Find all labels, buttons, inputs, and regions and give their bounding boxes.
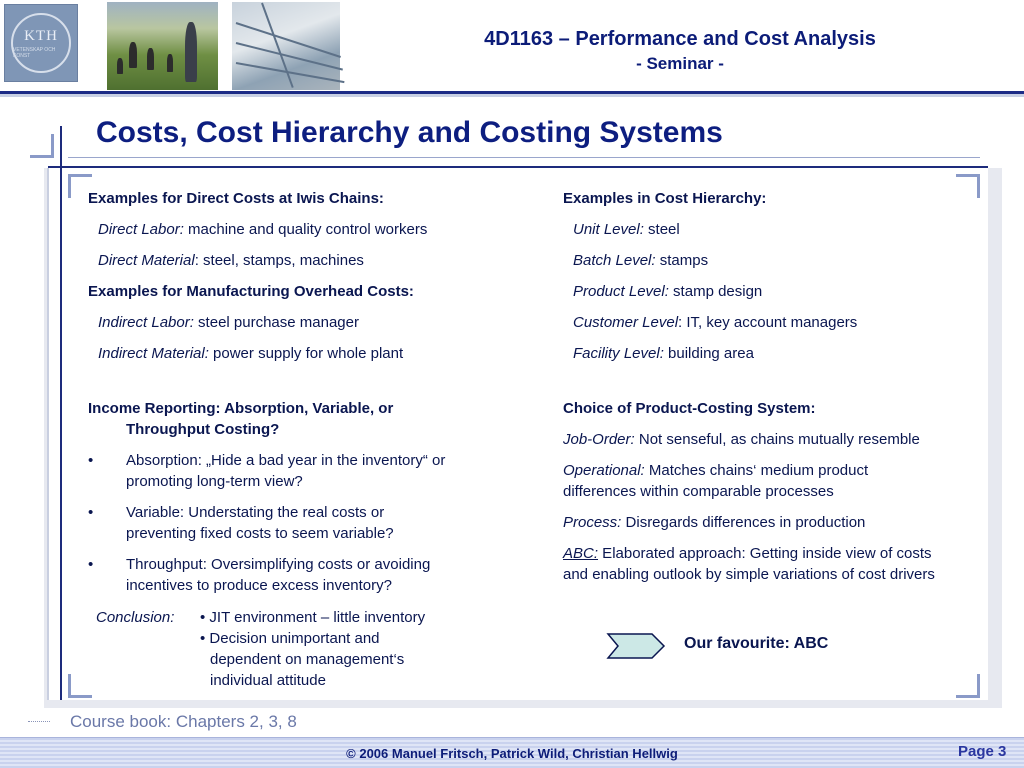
bullet-absorption [88, 450, 518, 492]
corner-mark-bottom-left [68, 674, 92, 698]
bullet-variable-line2: preventing fixed costs to seem variable? [126, 525, 394, 542]
indirect-labor-text: steel purchase manager [193, 314, 359, 331]
conclusion-item: • Decision unimportant and dependent on management‘s individual attitude [200, 630, 405, 689]
process-item [563, 512, 953, 533]
abc-item [563, 543, 948, 585]
facility-level-text: building area [663, 345, 754, 362]
bullet-throughput [88, 554, 518, 596]
indirect-labor-term: Indirect Labor: [98, 314, 194, 331]
course-title: 4D1163 – Performance and Cost Analysis [484, 28, 876, 50]
direct-labor-text: machine and quality control workers [183, 221, 428, 238]
indirect-material-text: power supply for whole plant [208, 345, 404, 362]
vertical-accent-line [60, 126, 62, 700]
title-rule [68, 157, 980, 158]
unit-level-item [563, 219, 973, 240]
income-heading-line1: Income Reporting: Absorption, Variable, or [88, 400, 394, 417]
bullet-variable-line1: Variable: Understating the real costs or [126, 504, 385, 521]
customer-level-text: : IT, key account managers [678, 314, 858, 331]
bullet-absorption-line2: promoting long-term view? [126, 473, 303, 490]
course-subtitle: - Seminar - [636, 54, 724, 73]
batch-level-text: stamps [655, 252, 709, 269]
overhead-heading: Examples for Manufacturing Overhead Costs: [88, 283, 414, 300]
title-corner-mark [30, 134, 54, 158]
costing-system-heading: Choice of Product-Costing System: [563, 400, 816, 417]
header-rule-shadow [0, 94, 1024, 97]
course-book-reference: Course book: Chapters 2, 3, 8 [70, 712, 297, 731]
bullet-variable [88, 502, 518, 544]
chevron-arrow-icon [606, 632, 666, 660]
batch-level-item [563, 250, 973, 271]
batch-level-term: Batch Level: [573, 252, 656, 269]
facility-level-term: Facility Level: [573, 345, 664, 362]
abc-term: ABC: [563, 545, 599, 562]
facility-level-item [563, 343, 973, 364]
job-order-item [563, 429, 953, 450]
product-level-text: stamp design [668, 283, 763, 300]
page-number: Page 3 [958, 743, 1007, 760]
bullet-dot: • [88, 504, 94, 521]
income-reporting-section [88, 398, 518, 606]
direct-material-term: Direct Material [98, 252, 195, 269]
corner-mark-bottom-right [956, 674, 980, 698]
indirect-material-term: Indirect Material: [98, 345, 209, 362]
process-term: Process: [563, 514, 622, 531]
operational-item [563, 460, 923, 502]
direct-material-item [88, 250, 528, 271]
unit-level-term: Unit Level: [573, 221, 644, 238]
customer-level-term: Customer Level [573, 314, 679, 331]
kth-logo [4, 4, 78, 82]
conclusion-items [200, 607, 480, 691]
favourite-callout: Our favourite: ABC [684, 635, 829, 652]
direct-labor-item [88, 219, 528, 240]
campus-photo [107, 2, 218, 90]
bullet-throughput-line2: incentives to produce excess inventory? [126, 577, 392, 594]
footer-copyright: © 2006 Manuel Fritsch, Patrick Wild, Christian Hellwig [346, 746, 678, 761]
bullet-dot: • [88, 556, 94, 573]
indirect-labor-item [88, 312, 528, 333]
kth-logo-seal [11, 13, 71, 73]
product-level-item [563, 281, 973, 302]
direct-costs-section [88, 188, 528, 374]
bullet-absorption-line1: Absorption: „Hide a bad year in the inventory“ or [126, 452, 446, 469]
kth-logo-subtext: VETENSKAP OCH KONST [13, 46, 56, 59]
conclusion-item: • JIT environment – little inventory [200, 609, 426, 626]
kth-logo-text: KTH [24, 27, 58, 44]
page-title: Costs, Cost Hierarchy and Costing Systems [96, 116, 723, 149]
income-heading-line2: Throughput Costing? [126, 421, 280, 438]
indirect-material-item [88, 343, 528, 364]
process-text: Disregards differences in production [621, 514, 866, 531]
building-photo [232, 2, 340, 90]
bullet-throughput-line1: Throughput: Oversimplifying costs or avoiding [126, 556, 431, 573]
product-level-term: Product Level: [573, 283, 669, 300]
conclusion-label: Conclusion: [96, 609, 175, 626]
direct-labor-term: Direct Labor: [98, 221, 184, 238]
job-order-text: Not senseful, as chains mutually resemble [634, 431, 920, 448]
customer-level-item [563, 312, 973, 333]
costing-system-section [563, 398, 953, 595]
bullet-dot: • [88, 452, 94, 469]
frame-left-edge [47, 168, 49, 700]
footer-dotted-mark [28, 721, 50, 722]
unit-level-text: steel [643, 221, 680, 238]
direct-material-text: : steel, stamps, machines [194, 252, 364, 269]
abc-text: Elaborated approach: Getting inside view of costs and enabling outlook by simple variations of cost drivers [563, 545, 935, 583]
job-order-term: Job-Order: [563, 431, 635, 448]
cost-hierarchy-section [563, 188, 973, 374]
cost-hierarchy-heading: Examples in Cost Hierarchy: [563, 190, 767, 207]
operational-term: Operational: [563, 462, 645, 479]
direct-costs-heading: Examples for Direct Costs at Iwis Chains: [88, 190, 384, 207]
operational-text: Matches chains‘ medium product differences within comparable processes [563, 462, 869, 500]
slide-header [0, 0, 1024, 92]
